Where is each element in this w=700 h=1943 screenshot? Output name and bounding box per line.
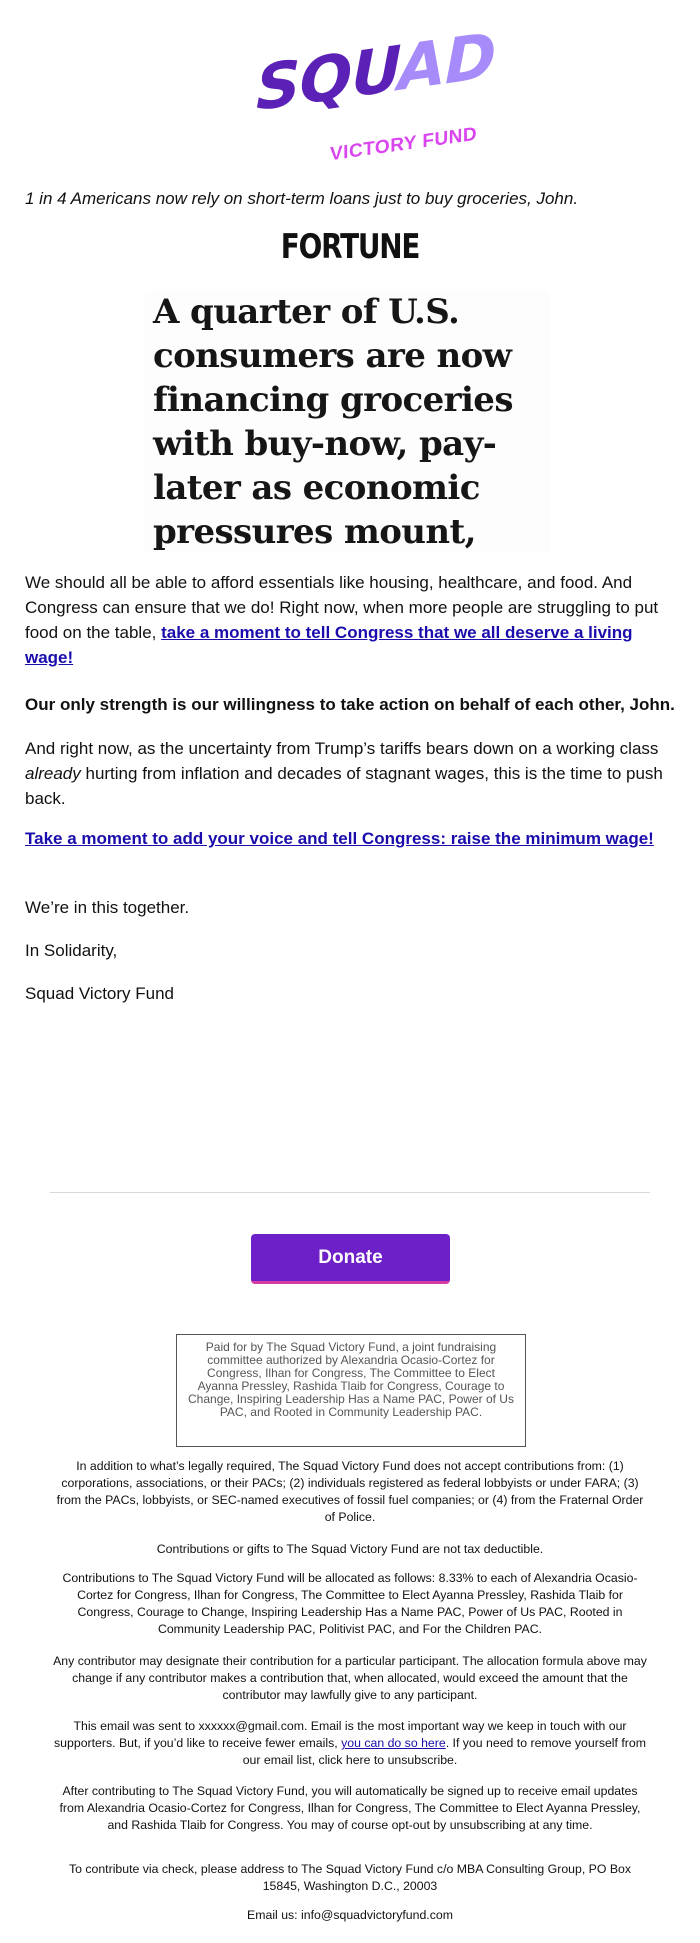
paragraph-text: We should all be able to afford essentials like housing, healthcare, and food. And Congress can ensure that we do! Right now, when more people are struggling to put food on the table, [25, 573, 659, 642]
paragraph-afford-essentials [25, 570, 675, 670]
logo-subtitle: VICTORY FUND [330, 123, 478, 166]
squad-victory-fund-logo [252, 18, 496, 166]
fortune-headline: A quarter of U.S. consumers are now financing groceries with buy-now, pay-later as economic pressures mount, [153, 292, 513, 552]
paragraph-together: We’re in this together. [25, 898, 190, 917]
paragraph-text-b: hurting from inflation and decades of stagnant wages, this is the time to push back. [25, 764, 663, 808]
donate-button[interactable]: Donate [251, 1234, 450, 1284]
signoff: In Solidarity, [25, 941, 118, 960]
paid-for-disclaimer: Paid for by The Squad Victory Fund, a joint fundraising committee authorized by Alexandria Ocasio-Cortez for Congress, Ilhan for Congress, The Committee to Elect Ayanna Pressley, Rashida Tlaib for Congress, Courage to Change, Inspiring Leadership Has a Name PAC, Power of Us PAC, and Rooted in Community Leadership PAC. [176, 1334, 526, 1447]
paragraph-strength: Our only strength is our willingness to take action on behalf of each other, John. [25, 695, 675, 714]
email-notice-text-a: This email was sent to xxxxxx@gmail.com. Email is the most important way we keep in touch with our supporters. But, if you’d like to receive fewer emails, [54, 1719, 627, 1750]
logo-word-a: SQU [256, 32, 398, 125]
contribution-restrictions: In addition to what’s legally required, The Squad Victory Fund does not accept contributions from: (1) corporations, associations, or their PACs; (2) individuals registered as federal lobbyists or under FARA; (3) from the PACs, lobbyists, or SEC-named executives of fossil fuel companies; or (4) from the Fraternal Order of Police. [56, 1459, 644, 1524]
designation-notice: Any contributor may designate their contribution for a particular participant. The allocation formula above may change if any contributor makes a contribution that, when allocated, would exceed the amount that the contributor may lawfully give to any participant. [53, 1654, 647, 1702]
fewer-emails-link[interactable]: you can do so here [341, 1736, 446, 1750]
living-wage-link[interactable]: take a moment to tell Congress that we all deserve a living wage! [25, 623, 633, 667]
fortune-headline-image [145, 290, 550, 552]
footer-divider [50, 1192, 650, 1193]
logo-word-b: AD [397, 18, 496, 106]
raise-minimum-wage-link[interactable]: Take a moment to add your voice and tell Congress: raise the minimum wage! [25, 829, 654, 848]
check-address: To contribute via check, please address to The Squad Victory Fund c/o MBA Consulting Group, PO Box 15845, Washington D.C., 20003 [68, 1862, 632, 1893]
tax-deductible-notice: Contributions or gifts to The Squad Victory Fund are not tax deductible. [156, 1542, 544, 1556]
paragraph-emphasis: already [25, 764, 81, 783]
paragraph-tariffs [25, 736, 675, 811]
contact-email: Email us: info@squadvictoryfund.com [247, 1908, 453, 1922]
signature: Squad Victory Fund [25, 984, 174, 1003]
email-notice-text-b: . If you need to remove yourself from our email list, click here to unsubscribe. [242, 1736, 646, 1767]
intro-line: 1 in 4 Americans now rely on short-term loans just to buy groceries, John. [25, 189, 579, 208]
logo-wordmark [256, 18, 496, 125]
allocation-notice: Contributions to The Squad Victory Fund will be allocated as follows: 8.33% to each of Alexandria Ocasio-Cortez for Congress, Ilhan for Congress, The Committee to Elect Ayanna Pressley, Rashida Tlaib for Congress, Courage to Change, Inspiring Leadership Has a Name PAC, Power of Us PAC, Rooted in Community Leadership PAC, Politivist PAC, and For the Children PAC. [62, 1571, 638, 1636]
cta-paragraph [25, 826, 675, 851]
signup-notice: After contributing to The Squad Victory Fund, you will automatically be signed up to receive email updates from Alexandria Ocasio-Cortez for Congress, Ilhan for Congress, The Committee to Elect Ayanna Pressley, and Rashida Tlaib for Congress. You may of course opt-out by unsubscribing at any time. [59, 1784, 641, 1832]
fortune-masthead: FORTUNE [280, 227, 420, 267]
email-preferences-notice [50, 1718, 650, 1769]
paragraph-text-a: And right now, as the uncertainty from Trump’s tariffs bears down on a working class [25, 739, 659, 758]
